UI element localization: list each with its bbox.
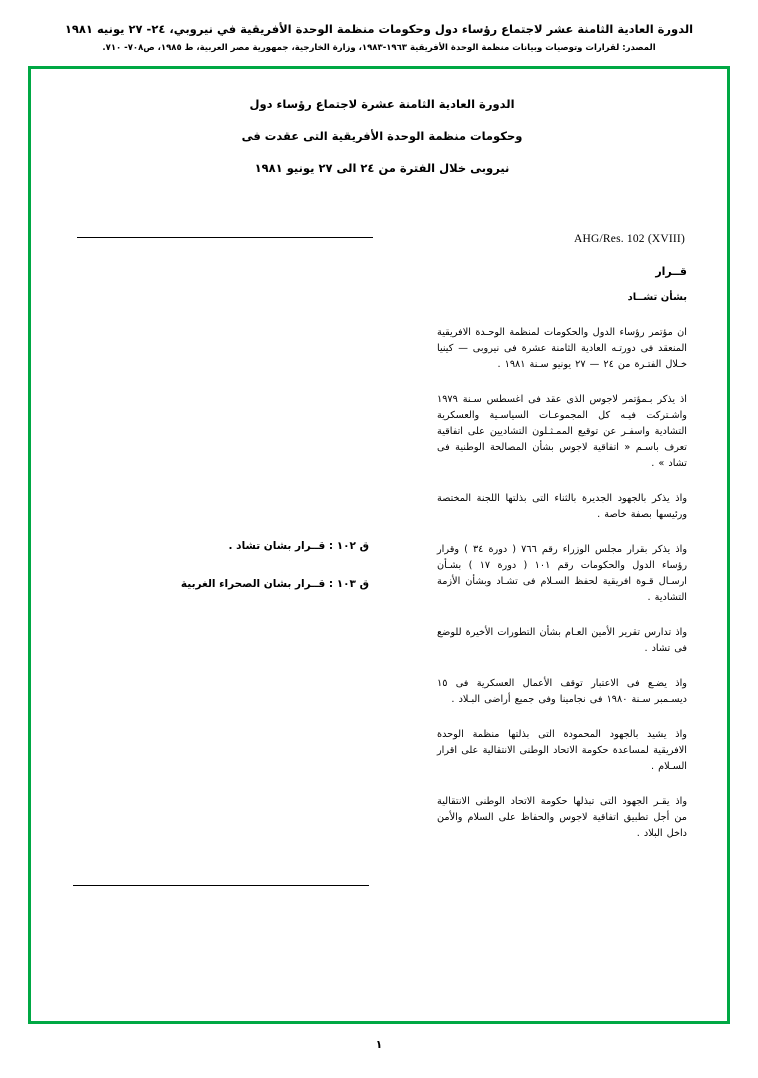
page-number: ١ (375, 1038, 383, 1051)
horizontal-rule-bottom (73, 885, 369, 886)
page-title (31, 97, 733, 193)
body-paragraph: واذ يذكر بالجهود الجديرة بالثناء التى بذلتها اللجنة المختصة ورئيسها بصفة خاصة . (437, 493, 687, 520)
body-paragraph: واذ يضـع فى الاعتبار توقف الأعمال العسكرية فى ١٥ ديسـمبر سـنة ١٩٨٠ فى نجامينا وفى جميع أراضى البـلاد . (437, 678, 687, 705)
side-notes-list (73, 538, 373, 592)
page-title-line-3: نيروبى خلال الفترة من ٢٤ الى ٢٧ يونيو ١٩٨١ (254, 161, 510, 175)
header-source-line: المصدر: لقرارات وتوصيات وبيانات منظمة الوحدة الأفريقية ١٩٦٣-١٩٨٣، وزارة الخارجية، جمهورية مصر العربية، ط ١٩٨٥، ص٧٠٨- ٧١٠. (102, 43, 656, 53)
page-frame-inner (31, 69, 727, 1021)
resolution-body (437, 265, 687, 861)
resolution-reference-code: AHG/Res. 102 (XVIII) (574, 233, 685, 245)
resolution-heading: قــرار (655, 265, 687, 278)
page-title-line-2: وحكومات منظمة الوحدة الأفريقية التى عقدت فى (241, 129, 523, 143)
side-column (73, 229, 373, 614)
body-paragraph: ان مؤتمر رؤساء الدول والحكومات لمنظمة الوحـدة الافريقية المنعقد فى دورتـه العادية الثامنة عشرة فى نيروبى — كينيا خـلال الفتـرة من ٢٤ — ٢٧ يونيو سـنة ١٩٨١ . (437, 327, 687, 370)
document-header (0, 22, 758, 53)
page-title-line-1: الدورة العادية الثامنة عشرة لاجتماع رؤساء دول (249, 97, 515, 111)
body-paragraph: اذ يذكر بـمؤتمر لاجوس الذى عقد فى اغسطس سـنة ١٩٧٩ واشـتركت فيـه كل المجموعـات السياسـية والعسكرية التشادية واسفـر عن توقيع الممـثـلون التشاديين على اتفاقية تعرف باسـم « اتفاقية لاجوس بشأن المصالحة الوطنية فى تشاد » . (437, 394, 687, 469)
side-note-item: ق ١٠٢ : قــرار بشان تشاد . (228, 540, 369, 552)
header-session-line: الدورة العادية الثامنة عشر لاجتماع رؤساء دول وحكومات منظمة الوحدة الأفريقية في نيروبي، ٢٤- ٢٧ يونيه ١٩٨١ (64, 22, 694, 36)
horizontal-rule-top (77, 237, 373, 238)
page-frame (28, 66, 730, 1024)
side-note-item: ق ١٠٣ : قــرار بشان الصحراء الغربية (180, 578, 369, 590)
body-paragraph: واذ يقـر الجهود التى تبذلها حكومة الاتحاد الوطنى الانتقالية من أجل تطبيق اتفاقية لاجوس والحفاظ على السلام والأمن داخل البلاد . (437, 796, 687, 839)
body-paragraph: واذ يذكر بقرار مجلس الوزراء رقم ٧٦٦ ( دورة ٣٤ ) وقرار رؤساء الدول والحكومات رقم ١٠١ ( دورة ١٧ ) بشـأن ارسـال قـوة افريقية لحفظ السـلام فى تشـاد وبشأن الأزمة التشادية . (437, 544, 687, 603)
resolution-subject: بشأن تشــاد (627, 292, 687, 303)
body-paragraph: واذ يشيد بالجهود المحمودة التى بذلتها منظمة الوحدة الافريقية لمساعدة حكومة الاتحاد الوطنى الانتقالية على اقرار السـلام . (437, 729, 687, 772)
body-paragraph: واذ تدارس تقرير الأمين العـام بشأن التطورات الأخيرة للوضع فى تشاد . (437, 627, 687, 654)
